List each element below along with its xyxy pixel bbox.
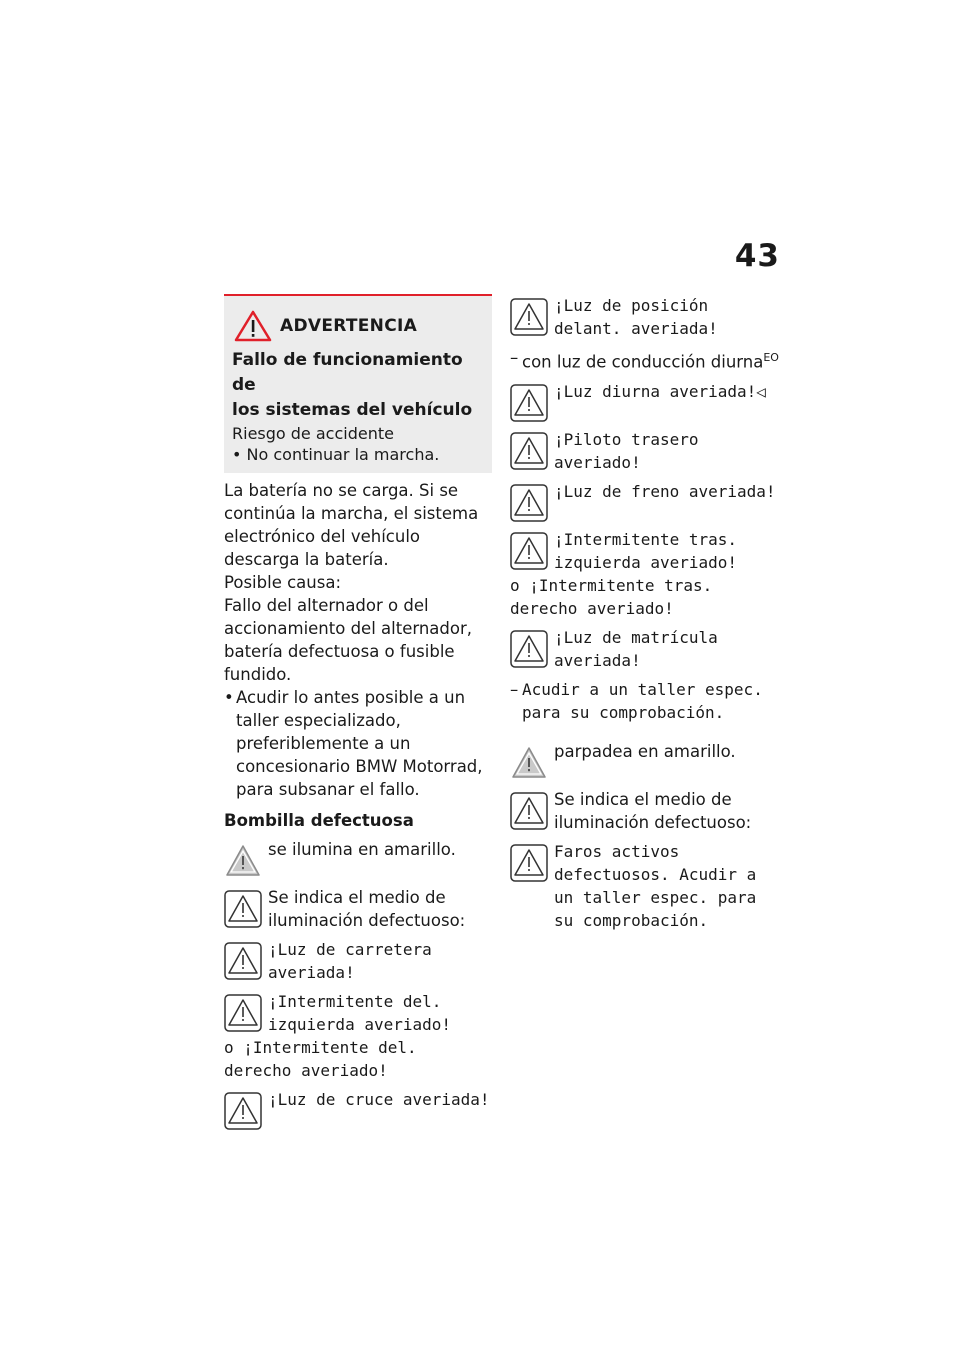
- warning-header: [232, 310, 484, 342]
- drl-superscript: EO: [763, 351, 779, 364]
- warning-action: • No continuar la marcha.: [232, 445, 440, 464]
- warning-risk: Riesgo de accidente: [232, 424, 394, 443]
- msg-turn-right: o ¡Intermitente del. derecho averiado!: [224, 1038, 417, 1080]
- msg-brake: ¡Luz de freno averiada!: [554, 481, 776, 501]
- warning-box: [224, 294, 492, 473]
- warning-heading-line2: los sistemas del vehículo: [232, 400, 473, 420]
- flashing-indicator-row: [510, 740, 782, 782]
- workshop-dash: [510, 678, 782, 724]
- general-warning-light-icon: [224, 842, 262, 880]
- msg-rear-right: o ¡Intermitente tras. derecho averiado!: [510, 575, 713, 618]
- msg-turn-left-row: [224, 990, 492, 1036]
- left-column: [224, 294, 492, 1130]
- cause-label: Posible causa:: [224, 573, 341, 592]
- section-title: Bombilla defectuosa: [224, 811, 414, 830]
- msg-high-beam: ¡Luz de carretera averiada!: [268, 940, 432, 982]
- warning-display-icon: [510, 298, 548, 336]
- msg-drl: ¡Luz diurna averiada!◁: [554, 381, 766, 401]
- msg-plate-row: [510, 626, 782, 672]
- warning-display-icon: [224, 994, 262, 1032]
- msg-faros-row: [510, 840, 782, 932]
- msg-low-beam: ¡Luz de cruce averiada!: [268, 1090, 490, 1109]
- msg-brake-row: [510, 480, 782, 522]
- workshop-bullet: [224, 686, 492, 801]
- warning-display-icon: [224, 942, 262, 980]
- workshop-bullet-text: Acudir lo antes posible a un taller especializado, preferiblemente a un concesionario BMW Motorrad, para subsanar el fallo.: [236, 688, 483, 799]
- flashes-yellow-text: parpadea en amarillo.: [554, 741, 736, 761]
- warning-heading-line1: Fallo de funcionamiento de: [232, 350, 463, 395]
- msg-turn-left: ¡Intermitente del. izquierda averiado!: [268, 992, 452, 1034]
- msg-tail: ¡Piloto trasero averiado!: [554, 429, 699, 472]
- warning-display-icon: [510, 532, 548, 570]
- msg-plate: ¡Luz de matrícula averiada!: [554, 627, 718, 670]
- warning-display-icon: [224, 1092, 262, 1130]
- drl-condition-text: con luz de conducción diurna: [522, 352, 764, 372]
- msg-high-beam-row: [224, 938, 492, 984]
- warning-display-icon: [510, 384, 548, 422]
- battery-paragraph: La batería no se carga. Si se continúa la marcha, el sistema electrónico del vehículo descarga la batería.: [224, 481, 479, 569]
- dash-glyph: –: [510, 679, 519, 699]
- indicated2-row: [510, 788, 782, 834]
- msg-position: ¡Luz de posición delant. averiada!: [554, 296, 718, 338]
- drl-condition: [510, 346, 782, 374]
- msg-tail-row: [510, 428, 782, 474]
- warning-triangle-icon: [234, 310, 272, 342]
- warning-display-icon: [510, 432, 548, 470]
- msg-position-row: [510, 294, 782, 340]
- lights-yellow-text: se ilumina en amarillo.: [268, 840, 456, 859]
- warning-display-icon: [224, 890, 262, 928]
- warning-display-icon: [510, 792, 548, 830]
- dash-glyph: –: [510, 348, 519, 367]
- warning-display-icon: [510, 630, 548, 668]
- page-number: 43: [734, 238, 780, 274]
- indicated-row: [224, 886, 492, 932]
- warning-display-icon: [510, 484, 548, 522]
- msg-faros: Faros activos defectuosos. Acudir a un taller espec. para su comprobación.: [554, 841, 757, 930]
- right-column: [510, 294, 782, 932]
- msg-low-beam-row: [224, 1088, 492, 1130]
- general-warning-light-icon: [510, 744, 548, 782]
- warning-title: ADVERTENCIA: [280, 316, 418, 336]
- yellow-indicator-row: [224, 838, 492, 880]
- indicated-text: Se indica el medio de iluminación defectuoso:: [268, 888, 466, 930]
- workshop-dash-text: Acudir a un taller espec. para su comprobación.: [522, 679, 763, 722]
- msg-rear-left-row: [510, 528, 782, 574]
- indicated2-text: Se indica el medio de iluminación defectuoso:: [554, 789, 752, 832]
- cause-text: Fallo del alternador o del accionamiento del alternador, batería defectuosa o fusible fundido.: [224, 596, 473, 684]
- msg-rear-left: ¡Intermitente tras. izquierda averiado!: [554, 529, 738, 572]
- warning-display-icon: [510, 844, 548, 882]
- bullet-glyph: •: [224, 688, 234, 707]
- msg-drl-row: [510, 380, 782, 422]
